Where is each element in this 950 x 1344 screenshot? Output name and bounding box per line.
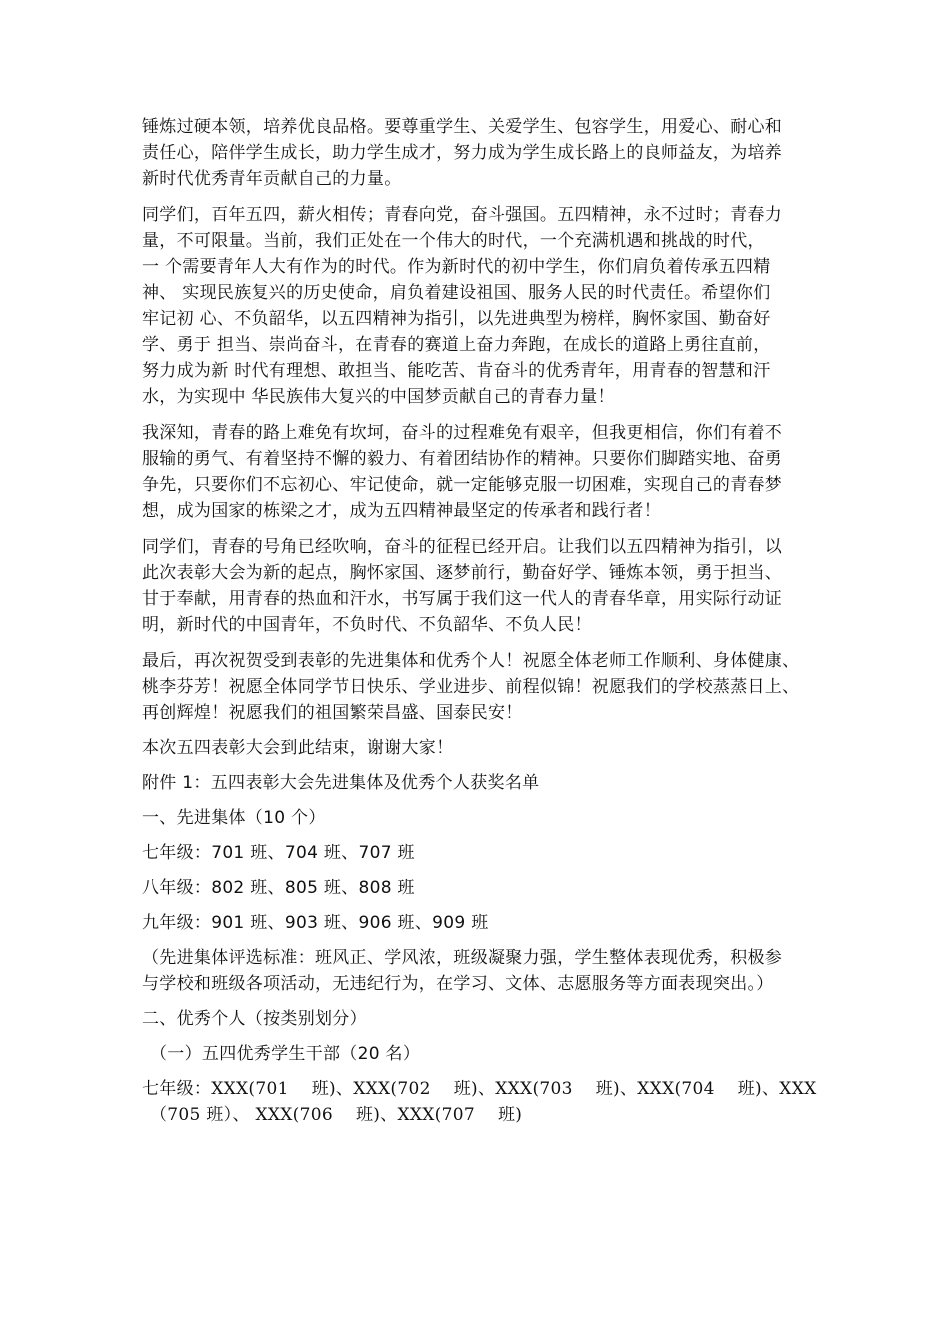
selection-criteria: [142, 945, 832, 997]
text-line: 再创辉煌！祝愿我们的祖国繁荣昌盛、国泰民安！: [142, 703, 523, 723]
paragraph-teacher-duty: [142, 114, 832, 192]
paragraph-wishes: [142, 648, 832, 726]
grade-list-item: 九年级：901 班、903 班、906 班、909 班: [142, 913, 489, 933]
text-line: 甘于奉献，用青春的热血和汗水，书写属于我们这一代人的青春华章，用实际行动证: [142, 589, 783, 609]
text-line: 水，为实现中 华民族伟大复兴的中国梦贡献自己的青春力量！: [142, 387, 615, 407]
closing-statement: 本次五四表彰大会到此结束，谢谢大家！: [142, 738, 454, 758]
text-line: 一 个需要青年人大有作为的时代。作为新时代的初中学生，你们肩负着传承五四精: [142, 257, 771, 277]
document-body: [142, 114, 832, 1138]
text-line: 牢记初 心、不负韶华，以五四精神为指引，以先进典型为榜样，胸怀家国、勤奋好: [142, 309, 771, 329]
text-line: 努力成为新 时代有理想、敢担当、能吃苦、肯奋斗的优秀青年，用青春的智慧和汗: [142, 361, 771, 381]
text-line: 责任心，陪伴学生成长，助力学生成才，努力成为学生成长路上的良师益友，为培养: [142, 143, 783, 163]
text-line: 新时代优秀青年贡献自己的力量。: [142, 169, 402, 189]
text-line: 同学们，青春的号角已经吹响，奋斗的征程已经开启。让我们以五四精神为指引，以: [142, 537, 783, 557]
text-line: 锤炼过硬本领，培养优良品格。要尊重学生、关爱学生、包容学生，用爱心、耐心和: [142, 117, 783, 137]
text-line: 此次表彰大会为新的起点，胸怀家国、逐梦前行，勤奋好学、锤炼本领，勇于担当、: [142, 563, 783, 583]
section-title-advanced-collectives: 一、先进集体（10 个）: [142, 808, 326, 828]
paragraph-hardships: [142, 420, 832, 524]
text-line: 服输的勇气、有着坚持不懈的毅力、有着团结协作的精神。只要你们脚踏实地、奋勇: [142, 449, 783, 469]
paragraph-may-fourth-spirit: [142, 202, 832, 410]
text-line: （先进集体评选标准：班风正、学风浓，班级凝聚力强，学生整体表现优秀，积极参: [142, 948, 783, 968]
text-line: 我深知，青春的路上难免有坎坷，奋斗的过程难免有艰辛，但我更相信，你们有着不: [142, 423, 783, 443]
text-line: 量，不可限量。当前，我们正处在一个伟大的时代，一个充满机遇和挑战的时代，: [142, 231, 765, 251]
text-line: 明，新时代的中国青年，不负时代、不负韶华、不负人民！: [142, 615, 592, 635]
text-line: 争先，只要你们不忘初心、牢记使命，就一定能够克服一切困难，实现自己的青春梦: [142, 475, 783, 495]
cadre-list: [142, 1076, 832, 1128]
grade-list-item: 七年级：701 班、704 班、707 班: [142, 843, 415, 863]
attachment-title: 附件 1：五四表彰大会先进集体及优秀个人获奖名单: [142, 773, 540, 793]
text-line: 学、勇于 担当、崇尚奋斗，在青春的赛道上奋力奔跑，在成长的道路上勇往直前，: [142, 335, 771, 355]
paragraph-call-to-action: [142, 534, 832, 638]
text-line: 神、 实现民族复兴的历史使命，肩负着建设祖国、服务人民的时代责任。希望你们: [142, 283, 771, 303]
grade-list-item: 八年级：802 班、805 班、808 班: [142, 878, 415, 898]
section-title-outstanding-individuals: 二、优秀个人（按类别划分）: [142, 1009, 367, 1029]
subsection-title-student-cadres: （一）五四优秀学生干部（20 名）: [150, 1044, 421, 1064]
text-line: 最后，再次祝贺受到表彰的先进集体和优秀个人！祝愿全体老师工作顺利、身体健康、: [142, 651, 800, 671]
text-line: （705 班）、 XXX(706 班)、XXX(707 班): [150, 1105, 523, 1125]
text-line: 与学校和班级各项活动，无违纪行为，在学习、文体、志愿服务等方面表现突出。）: [142, 974, 774, 994]
text-line: 七年级：XXX(701 班)、XXX(702 班)、XXX(703 班)、XXX(704 班)、XXX: [142, 1079, 817, 1099]
text-line: 桃李芬芳！祝愿全体同学节日快乐、学业进步、前程似锦！祝愿我们的学校蒸蒸日上、: [142, 677, 800, 697]
text-line: 想，成为国家的栋梁之才，成为五四精神最坚定的传承者和践行者！: [142, 501, 661, 521]
text-line: 同学们，百年五四，薪火相传；青春向党，奋斗强国。五四精神，永不过时；青春力: [142, 205, 783, 225]
